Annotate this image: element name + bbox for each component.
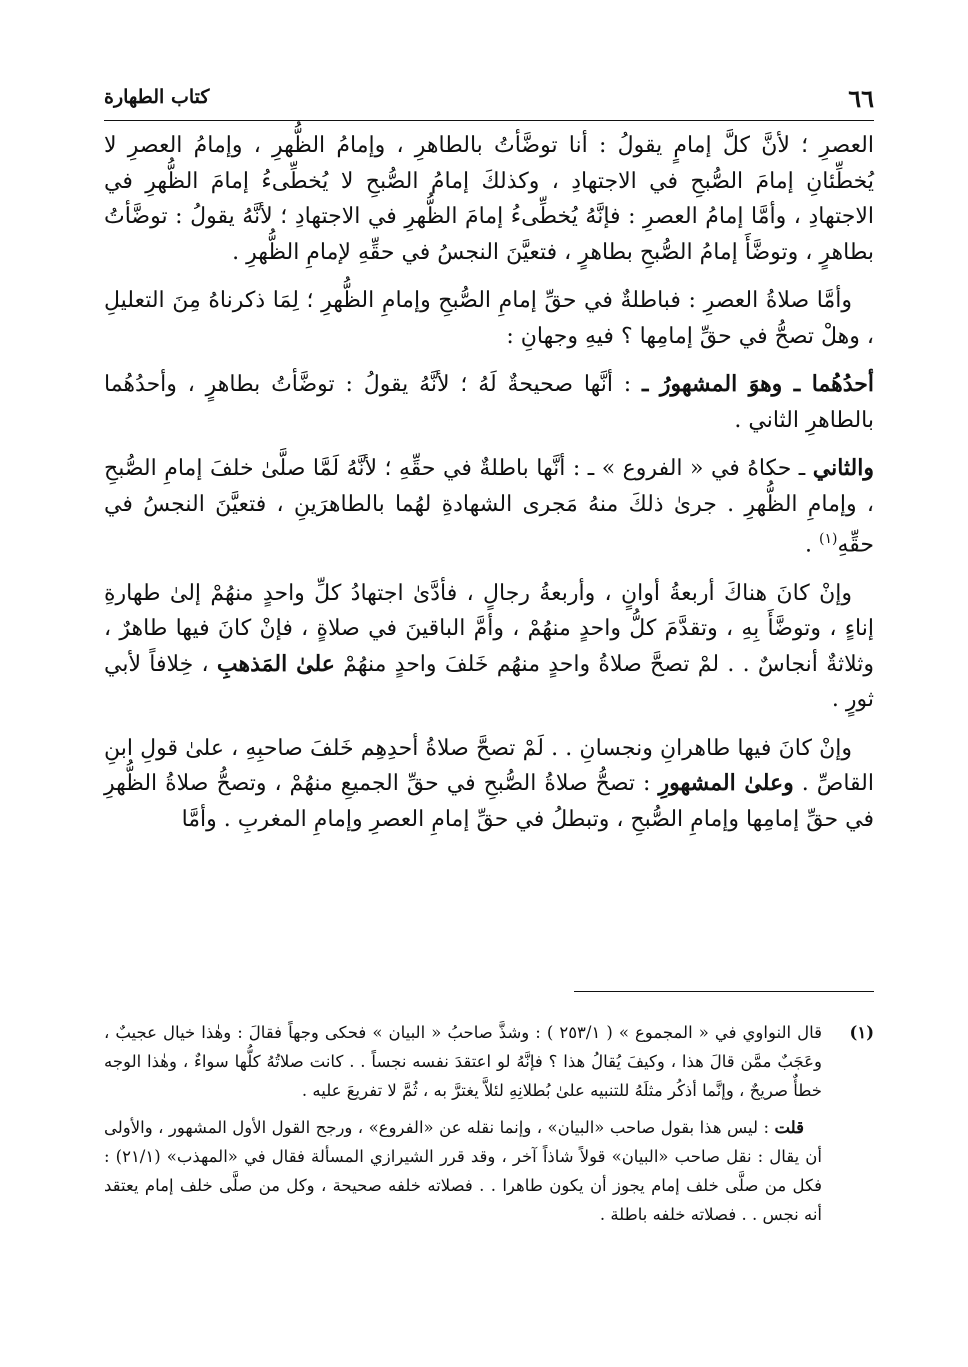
editor-note-label: قلت xyxy=(774,1118,804,1137)
paragraph-5-emphasis: علىٰ المَذهبِ xyxy=(216,650,335,677)
editor-note xyxy=(104,1113,874,1229)
paragraph-4 xyxy=(104,451,874,563)
paragraph-3 xyxy=(104,367,874,438)
running-head: كتاب الطهارة xyxy=(104,86,210,108)
footnotes xyxy=(104,1018,874,1229)
page-number: ٦٦ xyxy=(848,84,874,113)
paragraph-4-lead: والثاني xyxy=(812,455,874,481)
footnote-number: (١) xyxy=(849,1023,874,1042)
paragraph-6 xyxy=(104,731,874,838)
paragraph-6-text-end: : تصحُّ صلاةُ الصُّبحِ في حقِّ الجميعِ منهُمْ ، وتصحُّ صلاةُ الظُّهرِ في حقِّ إمامِها وإمامِ الصُّبحِ ، وتبطلُ في حقِّ إمامِ العصرِ وإمامِ المغربِ . وأمَّا xyxy=(104,771,874,832)
editor-note-text: : ليس هذا بقول صاحب «البيان» ، وإنما نقله عن «الفروع» ، ورجح القول الأول المشهور ، والأولى أن يقال : نقل صاحب «البيان» قولاً شاذاً آخر ، وقد قرر الشيرازي المسألة فقال في «المهذب» (٢١/١) : فكل من صلَّى خلف إمام يجوز أن يكون طاهرا . . فصلاته خلفه صحيحة ، وكل من صلَّى خلف إمام يعتقد أنه نجس . . فصلاته خلفه باطلة . xyxy=(104,1118,822,1224)
paragraph-4-end: . xyxy=(805,532,819,558)
page-header xyxy=(104,84,874,118)
footnote-rule xyxy=(574,991,874,992)
footnote-text: قال النواوي في « المجموع » ( ٢٥٣/١ ) : وشذَّ صاحبُ « البيان » فحكى وجهاً فقالَ : وهٰذا خيال عجيبٌ ، وعَجَبٌ ممَّن قالَ هذا ، وكيفَ يُقالُ هذا ؟ فإنَّهُ لو اعتقدَ نفسه نجساً . . كانت صلاتُهُ كلُّها سواءٌ ، وهٰذا الوجه خطأٌ صريحٌ ، وإنَّما أذكُر مثلَهُ للتنبيه علىٰ بُطلانِهِ لئلاَّ يغترَّ به ، ثُمَّ لا تفريعَ عليه . xyxy=(104,1023,822,1100)
footnote-marker: (١) xyxy=(819,531,838,547)
header-rule xyxy=(104,120,874,121)
paragraph-1: العصرِ ؛ لأنَّ كلَّ إمامٍ يقولُ : أنا توضَّأتُ بالطاهرِ ، وإمامُ الظُّهرِ ، وإمامُ العصرِ لا يُخطِّئانِ إمامَ الصُّبحِ في الاجتهادِ ، وكذلكَ إمامُ الصُّبحِ لا يُخطِّىءُ إمامَ الظُّهرِ في الاجتهادِ ، وأمَّا إمامُ العصرِ : فإنَّهُ يُخطِّىءُ إمامَ الظُّهرِ في الاجتهادِ ؛ لأنَّهُ يقولُ : توضَّأتُ بطاهرٍ ، وتوضَّأَ إمامُ الصُّبحِ بطاهرٍ ، فتعيَّنَ النجسُ في حقِّهِ لإمامِ الظُّهرِ . xyxy=(104,133,874,265)
paragraph-4-text: ـ حكاهُ في « الفروع » ـ : أنَّها باطلةٌ في حقِّهِ ؛ لأنَّهُ لَمَّا صلَّىٰ خلفَ إمامِ الصُّبحِ ، وإمامِ الظُّهرِ . جرىٰ ذلكَ منهُ مَجرى الشهادةِ لهُما بالطاهرَينِ ، فتعيَّنَ النجسُ في حقِّهِ xyxy=(104,456,874,558)
paragraph-5 xyxy=(104,576,874,718)
paragraph-3-lead: أحدُهُما ـ وهوَ المشهورُ ـ xyxy=(642,371,874,397)
paragraph-5-text: وإنْ كانَ هناكَ أربعةُ أوانٍ ، وأربعةُ رجالٍ ، فأدَّىٰ اجتهادُ كلِّ واحدٍ منهُمْ إلىٰ طهارةِ إناءٍ ، وتوضَّأَ بِهِ ، وتقدَّمَ كلُّ واحدٍ منهُمْ ، وأمَّ الباقينَ في صلاةٍ ، فإنْ كانَ فيها طاهرٌ ، وثلاثةٌ أنجاسٌ . . لمْ تصحَّ صلاةُ واحدٍ منهُم خَلفَ واحدٍ منهُمْ xyxy=(104,580,874,677)
paragraph-6-text: وإنْ كانَ فيها طاهرانِ ونجسانِ . . لَمْ تصحَّ صلاةُ أحدِهِم خَلفَ صاحبِهِ ، علىٰ قولِ ابنِ القاصِّ . xyxy=(104,735,874,797)
paragraph-6-emphasis: وعلىٰ المشهورِ xyxy=(658,770,794,797)
main-text xyxy=(104,128,874,850)
paragraph-2: وأمَّا صلاةُ العصرِ : فباطلةٌ في حقِّ إمامِ الصُّبحِ وإمامِ الظُّهرِ ؛ لِمَا ذكرناهُ مِنَ التعليلِ ، وهلْ تصحُّ في حقِّ إمامِها ؟ فيهِ وجهانِ : xyxy=(104,288,874,349)
paragraph-3-text: : أنَّها صحيحةٌ لَهُ ؛ لأنَّهُ يقولُ : توضَّأتُ بطاهرٍ ، وأحدُهُما بالطاهرِ الثاني . xyxy=(104,372,874,433)
footnote-1 xyxy=(104,1018,874,1105)
paragraph-5-text-end: ، خِلافاً لأبي ثورٍ . xyxy=(104,651,874,713)
